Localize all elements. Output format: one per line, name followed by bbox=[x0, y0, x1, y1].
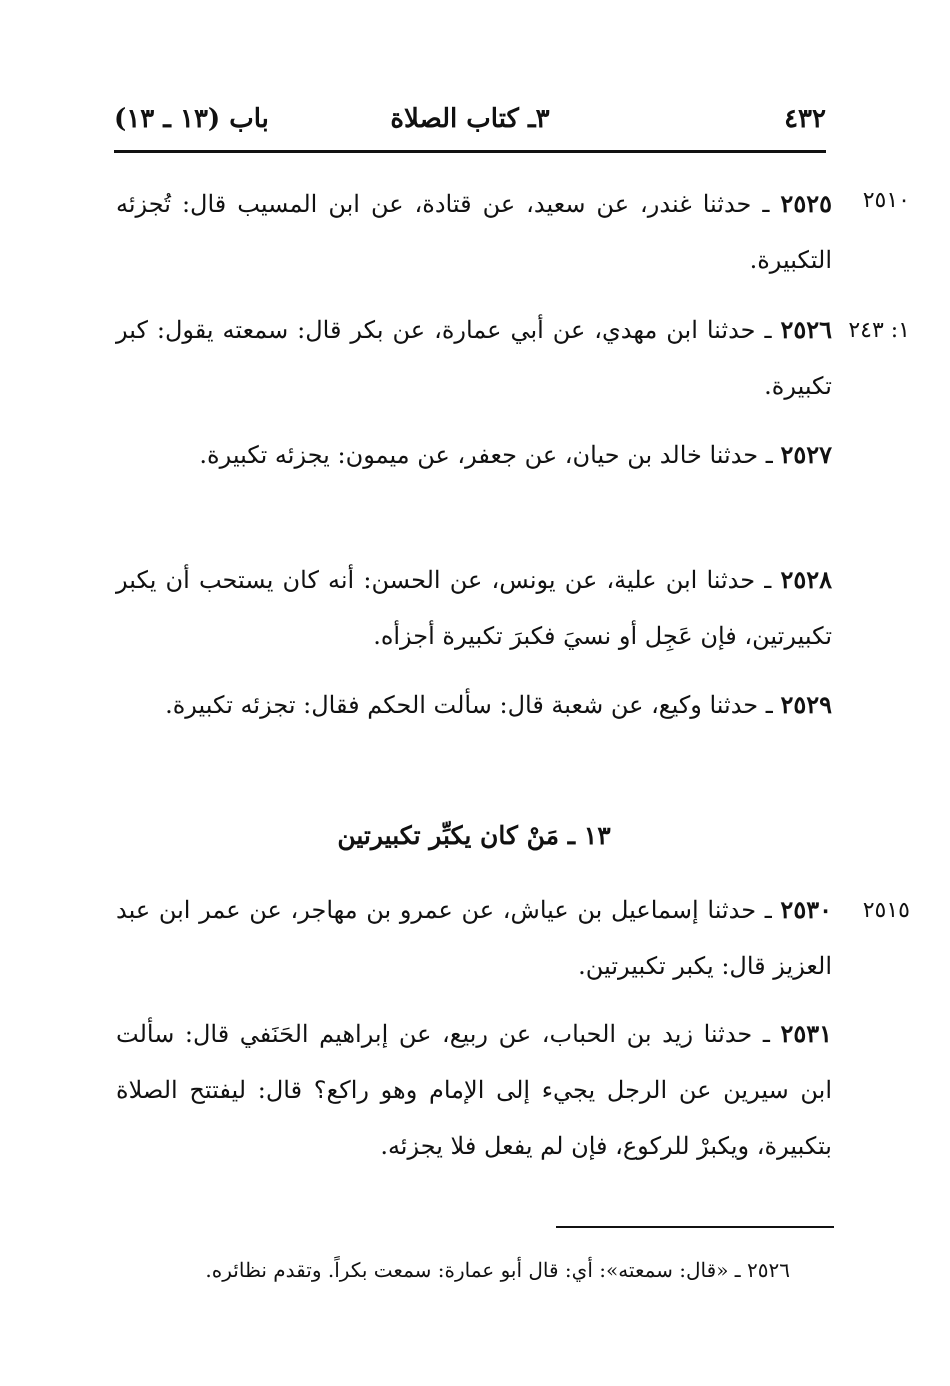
hadith-text: ـ حدثنا زيد بن الحباب، عن ربيع، عن إبراهيم الحَنَفي قال: سألت ابن سيرين عن الرجل يجيء إلى الإمام وهو راكع؟ قال: ليفتتح الصلاة بتكبيرة، ويكبرْ للركوع، فإن لم يفعل فلا يجزئه. bbox=[116, 1020, 832, 1160]
hadith-text: ـ حدثنا خالد بن حيان، عن جعفر، عن ميمون: يجزئه تكبيرة. bbox=[199, 441, 773, 469]
hadith-number: ٢٥٢٥ bbox=[780, 189, 832, 218]
hadith-entry bbox=[116, 552, 832, 664]
hadith-text: ـ حدثنا ابن علية، عن يونس، عن الحسن: أنه كان يستحب أن يكبر تكبيرتين، فإن عَجِل أو نسيَ فكبرَ تكبيرة أجزأه. bbox=[116, 566, 832, 650]
hadith-text: ـ حدثنا إسماعيل بن عياش، عن عمرو بن مهاجر، عن عمر ابن عبد العزيز قال: يكبر تكبيرتين. bbox=[116, 896, 832, 980]
page-number: ٤٣٢ bbox=[784, 104, 826, 134]
hadith-entry bbox=[116, 882, 832, 994]
margin-reference: ٢٥١٥ bbox=[862, 898, 910, 923]
hadith-text: ـ حدثنا ابن مهدي، عن أبي عمارة، عن بكر قال: سمعته يقول: كبر تكبيرة. bbox=[116, 316, 832, 400]
hadith-entry bbox=[116, 302, 832, 414]
margin-reference: ١: ٢٤٣ bbox=[848, 318, 910, 343]
header-rule bbox=[114, 150, 826, 153]
hadith-entry bbox=[116, 427, 832, 483]
margin-reference: ٢٥١٠ bbox=[862, 188, 910, 213]
hadith-entry bbox=[116, 176, 832, 288]
section-heading: ١٣ ـ مَنْ كان يكبِّر تكبيرتين bbox=[337, 821, 611, 850]
hadith-entry bbox=[116, 677, 832, 733]
hadith-number: ٢٥٢٩ bbox=[780, 690, 832, 719]
hadith-number: ٢٥٣١ bbox=[780, 1019, 832, 1048]
running-header bbox=[114, 104, 826, 144]
hadith-text: ـ حدثنا وكيع، عن شعبة قال: سألت الحكم فقال: تجزئه تكبيرة. bbox=[165, 691, 773, 719]
hadith-number: ٢٥٢٧ bbox=[780, 440, 832, 469]
hadith-number: ٢٥٣٠ bbox=[780, 895, 832, 924]
hadith-text: ـ حدثنا غندر، عن سعيد، عن قتادة، عن ابن المسيب قال: تُجزئه التكبيرة. bbox=[116, 190, 832, 274]
footnote-rule bbox=[556, 1226, 834, 1228]
hadith-number: ٢٥٢٦ bbox=[780, 315, 832, 344]
hadith-entry bbox=[116, 1006, 832, 1174]
hadith-number: ٢٥٢٨ bbox=[780, 565, 832, 594]
chapter-reference: باب (١٣ ـ ١٣) bbox=[114, 104, 269, 134]
book-title: ٣ـ كتاب الصلاة bbox=[390, 104, 550, 134]
footnote: ٢٥٢٦ ـ «قال: سمعته»: أي: قال أبو عمارة: سمعت بكراً. وتقدم نظائره. bbox=[205, 1258, 790, 1282]
